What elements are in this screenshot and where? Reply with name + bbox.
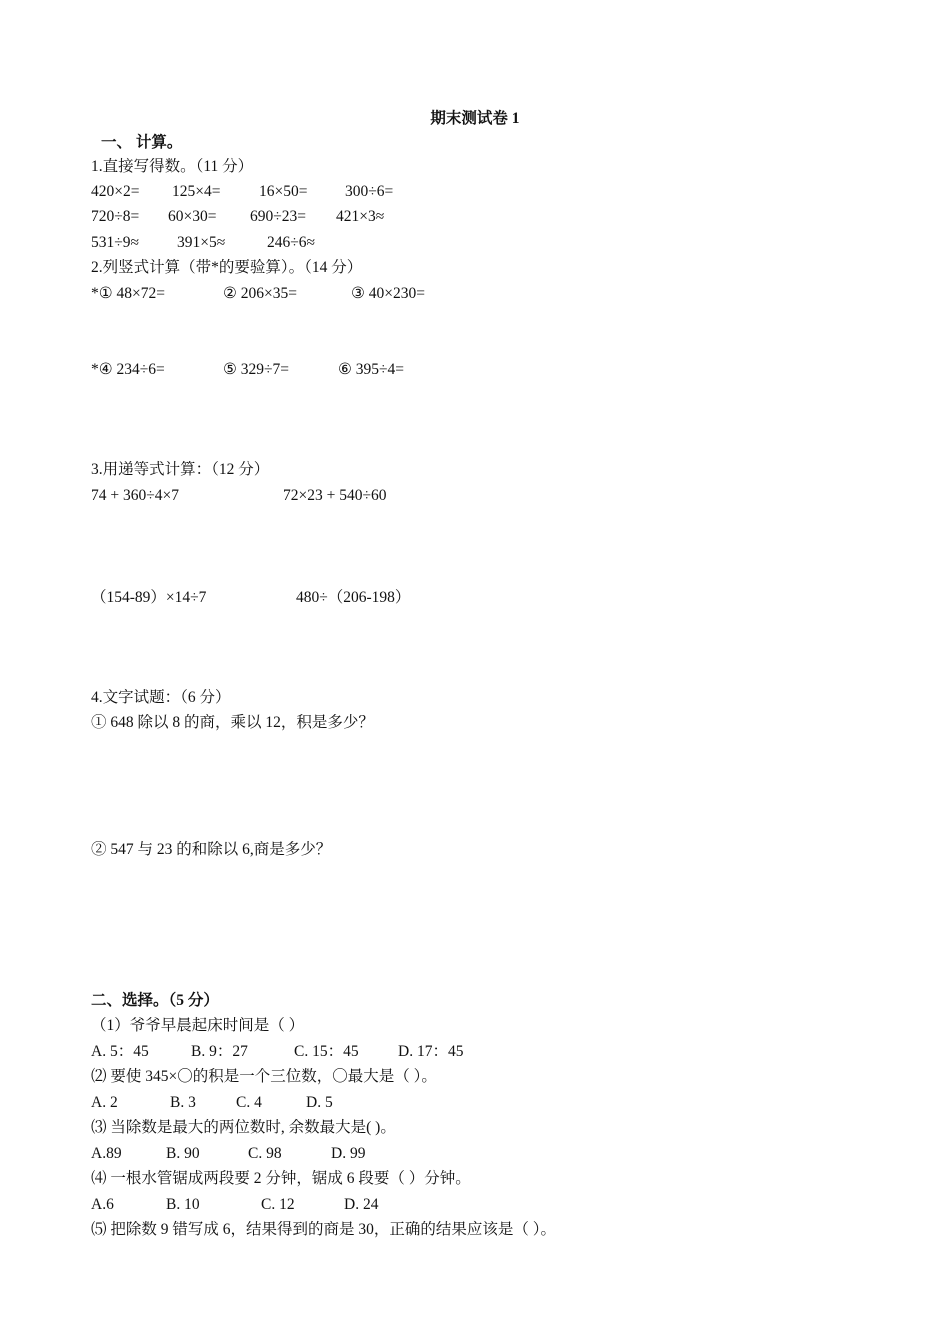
q1-item: 690÷23= — [250, 208, 306, 225]
q3-label: 3.用递等式计算：（12 分） — [91, 461, 270, 478]
choice-option: A.6 — [91, 1196, 114, 1213]
choice-option: A.89 — [91, 1145, 122, 1162]
choice-option: C. 4 — [236, 1094, 262, 1111]
q2-item: *④ 234÷6= — [91, 361, 165, 378]
q1-item: 300÷6= — [345, 183, 394, 200]
q2-item: ⑤ 329÷7= — [223, 361, 290, 378]
q4-label: 4.文字试题：（6 分） — [91, 689, 231, 706]
q2-item: ② 206×35= — [223, 285, 298, 302]
section2-heading: 二、选择。（5 分） — [91, 992, 219, 1009]
q4-item: ② 547 与 23 的和除以 6,商是多少？ — [91, 841, 332, 858]
choice-question: ⑵ 要使 345×〇的积是一个三位数，〇最大是（ ）。 — [91, 1068, 437, 1085]
q2-item: *① 48×72= — [91, 285, 166, 302]
section1-heading: 一、 计算。 — [101, 134, 183, 151]
q2-item: ⑥ 395÷4= — [338, 361, 405, 378]
q1-item: 125×4= — [172, 183, 221, 200]
page-title: 期末测试卷 1 — [430, 110, 520, 127]
choice-question: ⑸ 把除数 9 错写成 6，结果得到的商是 30，正确的结果应该是（ ）。 — [91, 1221, 557, 1238]
choice-option: A. 2 — [91, 1094, 118, 1111]
q1-label: 1.直接写得数。（11 分） — [91, 158, 254, 175]
choice-option: B. 10 — [166, 1196, 200, 1213]
choice-option: B. 9：27 — [191, 1043, 248, 1060]
choice-option: C. 98 — [248, 1145, 282, 1162]
choice-option: C. 15：45 — [294, 1043, 359, 1060]
choice-option: D. 24 — [344, 1196, 379, 1213]
choice-question: ⑷ 一根水管锯成两段要 2 分钟，锯成 6 段要（ ）分钟。 — [91, 1170, 471, 1187]
q2-item: ③ 40×230= — [351, 285, 426, 302]
q3-item: 72×23 + 540÷60 — [283, 487, 387, 504]
q1-item: 391×5≈ — [177, 234, 226, 251]
choice-option: B. 3 — [170, 1094, 196, 1111]
q3-item: 480÷（206-198） — [296, 589, 411, 606]
q1-item: 60×30= — [168, 208, 217, 225]
choice-option: A. 5：45 — [91, 1043, 149, 1060]
q2-label: 2.列竖式计算（带*的要验算）。（14 分） — [91, 259, 363, 276]
choice-option: D. 17：45 — [398, 1043, 464, 1060]
q1-item: 531÷9≈ — [91, 234, 140, 251]
q1-item: 420×2= — [91, 183, 140, 200]
q4-item: ① 648 除以 8 的商，乘以 12，积是多少？ — [91, 714, 374, 731]
q3-item: 74 + 360÷4×7 — [91, 487, 179, 504]
choice-option: D. 5 — [306, 1094, 333, 1111]
q3-item: （154-89）×14÷7 — [91, 589, 207, 606]
q1-item: 246÷6≈ — [267, 234, 316, 251]
choice-question: ⑶ 当除数是最大的两位数时, 余数最大是( )。 — [91, 1119, 396, 1136]
choice-option: D. 99 — [331, 1145, 366, 1162]
q1-item: 16×50= — [259, 183, 308, 200]
choice-option: B. 90 — [166, 1145, 200, 1162]
q1-item: 421×3≈ — [336, 208, 385, 225]
choice-option: C. 12 — [261, 1196, 295, 1213]
q1-item: 720÷8= — [91, 208, 140, 225]
choice-question: （1）爷爷早晨起床时间是（ ） — [91, 1017, 305, 1034]
